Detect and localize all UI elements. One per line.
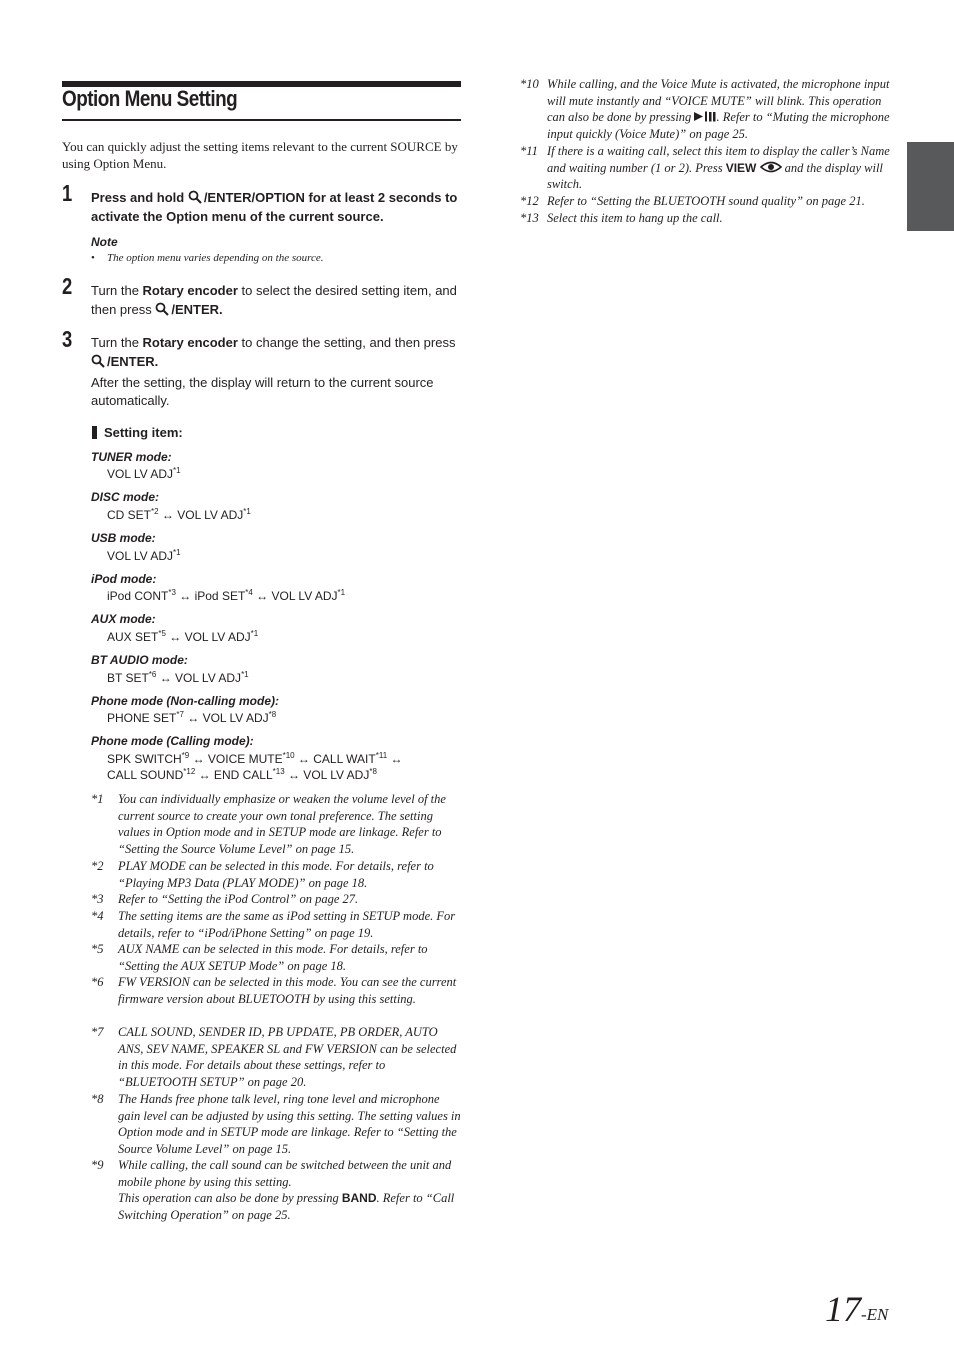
footnote-5: *5 AUX NAME can be selected in this mode. For details, refer to “Setting the AUX SETUP Mode” on page 18. bbox=[91, 942, 428, 973]
footnote-12: *12 Refer to “Setting the BLUETOOTH sound quality” on page 21. bbox=[520, 194, 865, 208]
setting-item-heading: Setting item: bbox=[92, 425, 183, 440]
ipod-mode-heading: iPod mode: bbox=[91, 572, 157, 586]
note-heading: Note bbox=[91, 235, 118, 249]
usb-mode-heading: USB mode: bbox=[91, 531, 156, 545]
step-1-number: 1 bbox=[62, 180, 73, 206]
disc-mode-items: CD SET$^{*2}$ ↔ VOL LV ADJ$^{*1}$ bbox=[107, 507, 251, 522]
step-2-text: Turn the Rotary encoder to select the desired setting item, and then press /ENTER. bbox=[91, 283, 457, 317]
disc-mode-heading: DISC mode: bbox=[91, 490, 160, 504]
title-bottom-rule bbox=[62, 119, 461, 121]
page-number: 17 bbox=[825, 1289, 861, 1329]
heading-marker bbox=[92, 426, 97, 439]
footnote-4: *4 The setting items are the same as iPod setting in SETUP mode. For details, refer to “iPod/iPhone Setting” on page 19. bbox=[91, 909, 456, 940]
footnote-1: *1 You can individually emphasize or weaken the volume level of the current source to create your own tonal preference. The setting values in Option mode and in SETUP mode are linkage. Refer to “Setting the Source Volume Level” on page 15. bbox=[91, 792, 446, 856]
step-3-text: Turn the Rotary encoder to change the setting, and then press /ENTER. bbox=[91, 335, 456, 369]
tuner-mode-items: VOL LV ADJ$^{*1}$ bbox=[107, 466, 181, 481]
footnote-2: *2 PLAY MODE can be selected in this mode. For details, refer to “Playing MP3 Data (PLAY MODE)” on page 18. bbox=[91, 859, 434, 890]
page-language-suffix: -EN bbox=[861, 1305, 889, 1324]
step-3-number: 3 bbox=[62, 326, 73, 352]
magnifier-icon bbox=[188, 190, 202, 204]
step-2-number: 2 bbox=[62, 273, 73, 299]
phone-calling-mode-items: SPK SWITCH$^{*9}$ ↔ VOICE MUTE$^{*10}$ ↔ CALL WAIT$^{*11}$ ↔ bbox=[107, 751, 403, 766]
footnote-8: *8 The Hands free phone talk level, ring tone level and microphone gain level can be adjusted by using this setting. The setting values in Option mode and in SETUP mode are linkage. Refer to “Setting the Source Volume Level” on page 15. bbox=[91, 1092, 461, 1156]
note-item: • The option menu varies depending on the source. bbox=[91, 252, 324, 264]
footnote-13: *13 Select this item to hang up the call. bbox=[520, 211, 723, 225]
bt-audio-mode-heading: BT AUDIO mode: bbox=[91, 653, 188, 667]
aux-mode-items: AUX SET$^{*5}$ ↔ VOL LV ADJ$^{*1}$ bbox=[107, 629, 259, 644]
usb-mode-items: VOL LV ADJ$^{*1}$ bbox=[107, 548, 181, 563]
aux-mode-heading: AUX mode: bbox=[91, 612, 156, 626]
step-1-text: Press and hold /ENTER/OPTION for at least 2 seconds to activate the Option menu of the current source. bbox=[91, 190, 458, 224]
eye-icon bbox=[760, 161, 782, 173]
footnote-9: *9 While calling, the call sound can be switched between the unit and mobile phone by using this setting. This operation can also be done by pressing BAND. Refer to “Call Switching Operation” on page 25. bbox=[91, 1158, 455, 1222]
phone-calling-mode-items-cont: CALL SOUND$^{*12}$ ↔ END CALL$^{*13}$ ↔ VOL LV ADJ$^{*8}$ bbox=[107, 767, 377, 782]
phone-calling-mode-heading: Phone mode (Calling mode): bbox=[91, 734, 254, 748]
intro-paragraph: You can quickly adjust the setting items relevant to the current SOURCE by using Option Menu. bbox=[62, 139, 458, 171]
magnifier-icon bbox=[155, 302, 169, 316]
bt-audio-mode-items: BT SET$^{*6}$ ↔ VOL LV ADJ$^{*1}$ bbox=[107, 670, 249, 685]
ipod-mode-items: iPod CONT$^{*3}$ ↔ iPod SET$^{*4}$ ↔ VOL LV ADJ$^{*1}$ bbox=[107, 588, 346, 603]
footnote-10: *10 While calling, and the Voice Mute is activated, the microphone input will mute instantly and “VOICE MUTE” will blink. This operation can also be done by pressing . Refer to “Muting the microphone input quickly (Voice Mute)” on page 25. bbox=[520, 77, 890, 141]
footnote-7: *7 CALL SOUND, SENDER ID, PB UPDATE, PB ORDER, AUTO ANS, SEV NAME, SPEAKER SL and FW VERSION can be selected in this mode. For details about these settings, refer to “BLUETOOTH SETUP” on page 20. bbox=[91, 1025, 457, 1089]
phone-noncalling-mode-items: PHONE SET$^{*7}$ ↔ VOL LV ADJ$^{*8}$ bbox=[107, 710, 277, 725]
section-edge-tab bbox=[907, 142, 954, 231]
footnote-3: *3 Refer to “Setting the iPod Control” on page 27. bbox=[91, 892, 359, 906]
phone-noncalling-mode-heading: Phone mode (Non-calling mode): bbox=[91, 694, 279, 708]
after-setting-text: After the setting, the display will return to the current source automatically. bbox=[91, 375, 434, 408]
magnifier-icon bbox=[91, 354, 105, 368]
footnote-11: *11 If there is a waiting call, select this item to display the caller’s Name and waiting number (1 or 2). Press VIEW and the display will switch. bbox=[520, 144, 890, 192]
page-title: Option Menu Setting bbox=[62, 86, 238, 111]
play-pause-icon bbox=[694, 111, 716, 122]
footnote-6: *6 FW VERSION can be selected in this mode. You can see the current firmware version about BLUETOOTH by using this setting. bbox=[91, 975, 457, 1006]
tuner-mode-heading: TUNER mode: bbox=[91, 450, 172, 464]
